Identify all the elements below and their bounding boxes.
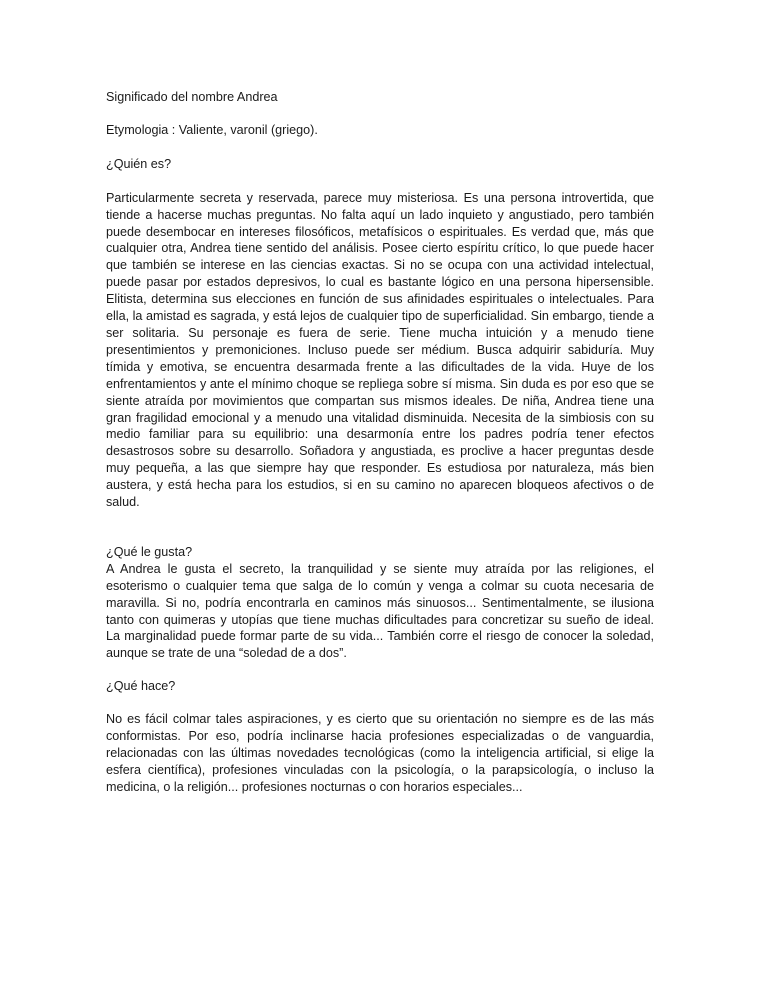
likes-paragraph: A Andrea le gusta el secreto, la tranquilidad y se siente muy atraída por las religiones, el esoterismo o cualquier tema que salga de lo común y venga a colmar su cuota necesaria de maravilla. Si no, podría encontrarla en caminos más sinuosos... Sentimentalmente, se ilusiona tanto con quimeras y utopías que tiene muchas dificultades para concretizar su sueño de ideal. La marginalidad puede formar parte de su vida... También corre el riesgo de conocer la soledad, aunque se trate de una “soledad de a dos”. bbox=[106, 561, 654, 661]
does-heading: ¿Qué hace? bbox=[106, 679, 176, 694]
who-paragraph: Particularmente secreta y reservada, parece muy misteriosa. Es una persona introvertida, que tiende a hacerse muchas preguntas. No falta aquí un lado inquieto y angustiado, pero también puede desembocar en intereses filosóficos, metafísicos o espirituales. Es verdad que, más que cualquier otra, Andrea tiene sentido del análisis. Posee cierto espíritu crítico, lo que puede hacer que también se interese en las ciencias exactas. Si no se ocupa con una actividad intelectual, puede pasar por estados depresivos, lo cual es bastante lógico en una persona hipersensible. Elitista, determina sus elecciones en función de sus afinidades espirituales o intelectuales. Para ella, la amistad es sagrada, y está lejos de cualquier tipo de superficialidad. Sin embargo, tiende a ser solitaria. Su personaje es fuera de serie. Tiene mucha intuición y a menudo tiene presentimientos y premoniciones. Incluso puede ser médium. Busca adquirir sabiduría. Muy tímida y emotiva, se encuentra desarmada frente a las dificultades de la vida. Huye de los enfrentamientos y ante el mínimo choque se repliega sobre sí misma. Sin duda es por eso que se siente atraída por movimientos que compartan sus mismos ideales. De niña, Andrea tiene una gran fragilidad emocional y a menudo una vitalidad disminuida. Necesita de la simbiosis con su medio familiar para su equilibrio: una desarmonía entre los padres podría tener efectos desastrosos sobre su desarrollo. Soñadora y angustiada, es proclive a hacer preguntas desde muy pequeña, a las que siempre hay que responder. Es estudiosa por naturaleza, más bien austera, y está hecha para los estudios, si en su camino no aparecen bloqueos afectivos o de salud. bbox=[106, 190, 654, 510]
does-paragraph: No es fácil colmar tales aspiraciones, y es cierto que su orientación no siempre es de las más conformistas. Por eso, podría inclinarse hacia profesiones especializadas o de vanguardia, relacionadas con las últimas novedades tecnológicas (como la inteligencia artificial, si elige la esfera científica), profesiones vinculadas con la psicología, o la parapsicología, o incluso la medicina, o la religión... profesiones nocturnas o con horarios especiales... bbox=[106, 712, 654, 794]
document-title: Significado del nombre Andrea bbox=[106, 90, 278, 104]
document-page bbox=[106, 89, 654, 796]
who-heading: ¿Quién es? bbox=[106, 156, 172, 171]
likes-heading: ¿Qué le gusta? bbox=[106, 544, 193, 559]
etymology-line: Etymologia : Valiente, varonil (griego). bbox=[106, 122, 318, 137]
